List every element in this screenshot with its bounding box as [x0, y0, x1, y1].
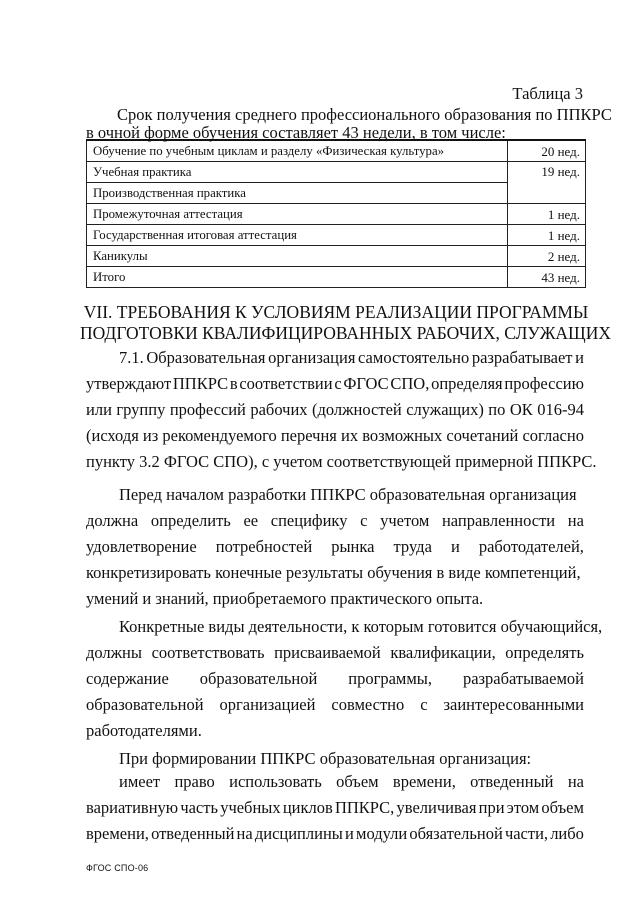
word: модули: [356, 824, 408, 843]
word: право: [174, 772, 215, 791]
word: рабочих: [250, 400, 308, 419]
word: соответствии: [239, 374, 333, 393]
word: объем: [336, 772, 379, 791]
paragraph-activities: [86, 614, 603, 744]
word: образовательной: [86, 695, 204, 714]
word: с: [420, 695, 428, 714]
word: рекомендуемого: [162, 426, 277, 445]
paragraph-line: Перед началом разработки ППКРС образовательная организация: [119, 485, 577, 504]
word: определять: [505, 643, 584, 662]
word: на: [567, 511, 584, 530]
study-terms-table: [86, 139, 586, 288]
word: и: [575, 348, 584, 367]
word: на: [236, 824, 253, 843]
word: сочетаний: [446, 426, 519, 445]
paragraph-line: [86, 423, 584, 449]
paragraph-line: конкретизировать конечные результаты обучения в виде компетенций,: [86, 563, 581, 582]
section-heading: [80, 302, 611, 344]
word: должны: [86, 643, 142, 662]
word: времени,: [392, 772, 456, 791]
word: ее: [243, 511, 259, 530]
word: квалификации,: [390, 643, 496, 662]
word: профессий: [169, 400, 246, 419]
paragraph-line: [86, 345, 584, 371]
paragraph-line: [86, 508, 584, 534]
word: отведенный: [151, 824, 235, 843]
word: совместно: [331, 695, 405, 714]
table-row: [87, 225, 586, 246]
word: либо: [550, 824, 584, 843]
row-label: Каникулы: [87, 246, 508, 267]
paragraph-line: [86, 821, 584, 847]
word: присваиваемой: [274, 643, 381, 662]
word: циклов: [282, 798, 333, 817]
paragraph-line: [86, 534, 584, 560]
row-value: 43 нед.: [508, 267, 586, 288]
word: при: [478, 798, 505, 817]
word: должна: [86, 511, 139, 530]
word: и: [450, 537, 460, 556]
word: на: [567, 772, 584, 791]
paragraph-line: Конкретные виды деятельности, к которым готовится обучающийся,: [119, 617, 603, 636]
paragraph-line: [86, 397, 584, 423]
word: ФГОС: [343, 374, 389, 393]
word: удовлетворение: [86, 537, 197, 556]
paragraph-line: пункту 3.2 ФГОС СПО), с учетом соответствующей примерной ППКРС.: [86, 452, 597, 471]
word: этом: [506, 798, 540, 817]
paragraph-line: [86, 795, 584, 821]
word: учетом: [380, 511, 430, 530]
word: профессию: [504, 374, 584, 393]
paragraph-rights: [86, 769, 584, 847]
word: самостоятельно: [358, 348, 470, 367]
word: программы,: [348, 669, 433, 688]
word: группу: [116, 400, 166, 419]
word: направленности: [441, 511, 556, 530]
paragraph-line: работодателями.: [86, 721, 202, 740]
document-footer-code: ФГОС СПО-06: [86, 863, 149, 873]
word: содержание: [86, 669, 169, 688]
row-label: Государственная итоговая аттестация: [87, 225, 508, 246]
intro-line: в очной форме обучения составляет 43 недели, в том числе:: [86, 123, 506, 142]
row-label: Учебная практика: [87, 162, 508, 183]
word: и: [345, 824, 354, 843]
word: ППКРС,: [334, 798, 395, 817]
paragraph-specifics: [86, 482, 584, 612]
word: имеет: [119, 772, 161, 791]
word: разрабатываемой: [462, 669, 584, 688]
word: Образовательная: [146, 348, 266, 367]
table-row: [87, 162, 586, 183]
word: специфику: [270, 511, 348, 530]
row-label: Обучение по учебным циклам и разделу «Физическая культура»: [87, 140, 508, 162]
word: организацией: [219, 695, 316, 714]
table-intro: [86, 105, 612, 142]
word: заинтересованными: [443, 695, 584, 714]
paragraph-line: [86, 640, 584, 666]
word: 7.1.: [119, 348, 144, 367]
section-heading-line: VII. ТРЕБОВАНИЯ К УСЛОВИЯМ РЕАЛИЗАЦИИ ПРОГРАММЫ: [83, 302, 589, 322]
row-value: 1 нед.: [508, 204, 586, 225]
word: определяя: [431, 374, 503, 393]
paragraph-line: [86, 371, 584, 397]
table-row: [87, 267, 586, 288]
word: соответствовать: [151, 643, 265, 662]
word: потребностей: [215, 537, 313, 556]
word: труда: [393, 537, 432, 556]
intro-line: Срок получения среднего профессионального образования по ППКРС: [117, 105, 612, 124]
row-label: Производственная практика: [87, 183, 508, 204]
word: в: [229, 374, 238, 393]
row-value: 2 нед.: [508, 246, 586, 267]
row-value: 20 нед.: [508, 140, 586, 162]
word: утверждают: [86, 374, 172, 393]
word: СПО,: [390, 374, 430, 393]
word: по: [488, 400, 506, 419]
word: определить: [150, 511, 231, 530]
table-row: [87, 204, 586, 225]
section-heading-line: ПОДГОТОВКИ КВАЛИФИЦИРОВАННЫХ РАБОЧИХ, СЛУЖАЩИХ: [80, 323, 611, 343]
paragraph-7-1: [86, 345, 597, 475]
word: часть: [180, 798, 218, 817]
paragraph-line: [86, 666, 584, 692]
table-row: [87, 246, 586, 267]
paragraph-line: [86, 692, 584, 718]
word: обязательной: [409, 824, 503, 843]
word: (должностей: [312, 400, 402, 419]
word: с: [360, 511, 368, 530]
word: их: [341, 426, 359, 445]
word: работодателей,: [478, 537, 584, 556]
row-label: Итого: [87, 267, 508, 288]
word: возможных: [362, 426, 443, 445]
word: времени,: [86, 824, 149, 843]
word: использовать: [229, 772, 322, 791]
row-value: 19 нед.: [508, 162, 586, 204]
word: организация: [268, 348, 356, 367]
row-label: Промежуточная аттестация: [87, 204, 508, 225]
row-value: 1 нед.: [508, 225, 586, 246]
word: из: [142, 426, 159, 445]
table-row: [87, 140, 586, 162]
word: ОК: [509, 400, 533, 419]
word: объем: [541, 798, 584, 817]
word: ППКРС: [172, 374, 229, 393]
word: рынка: [331, 537, 375, 556]
word: разрабатывает: [471, 348, 573, 367]
word: части,: [504, 824, 549, 843]
paragraph-line: При формировании ППКРС образовательная организация:: [119, 749, 532, 768]
word: или: [86, 400, 112, 419]
paragraph-line: [86, 769, 584, 795]
word: учебных: [220, 798, 281, 817]
word: отведенный: [470, 772, 554, 791]
word: образовательной: [199, 669, 318, 688]
word: перечня: [280, 426, 337, 445]
word: служащих): [406, 400, 484, 419]
word: с: [334, 374, 342, 393]
paragraph-line: умений и знаний, приобретаемого практического опыта.: [86, 589, 484, 608]
word: 016-94: [537, 400, 584, 419]
word: увеличивая: [396, 798, 477, 817]
word: дисциплины: [254, 824, 343, 843]
word: вариативную: [86, 798, 179, 817]
word: (исходя: [86, 426, 139, 445]
table-number: Таблица 3: [512, 84, 583, 103]
word: согласно: [522, 426, 584, 445]
